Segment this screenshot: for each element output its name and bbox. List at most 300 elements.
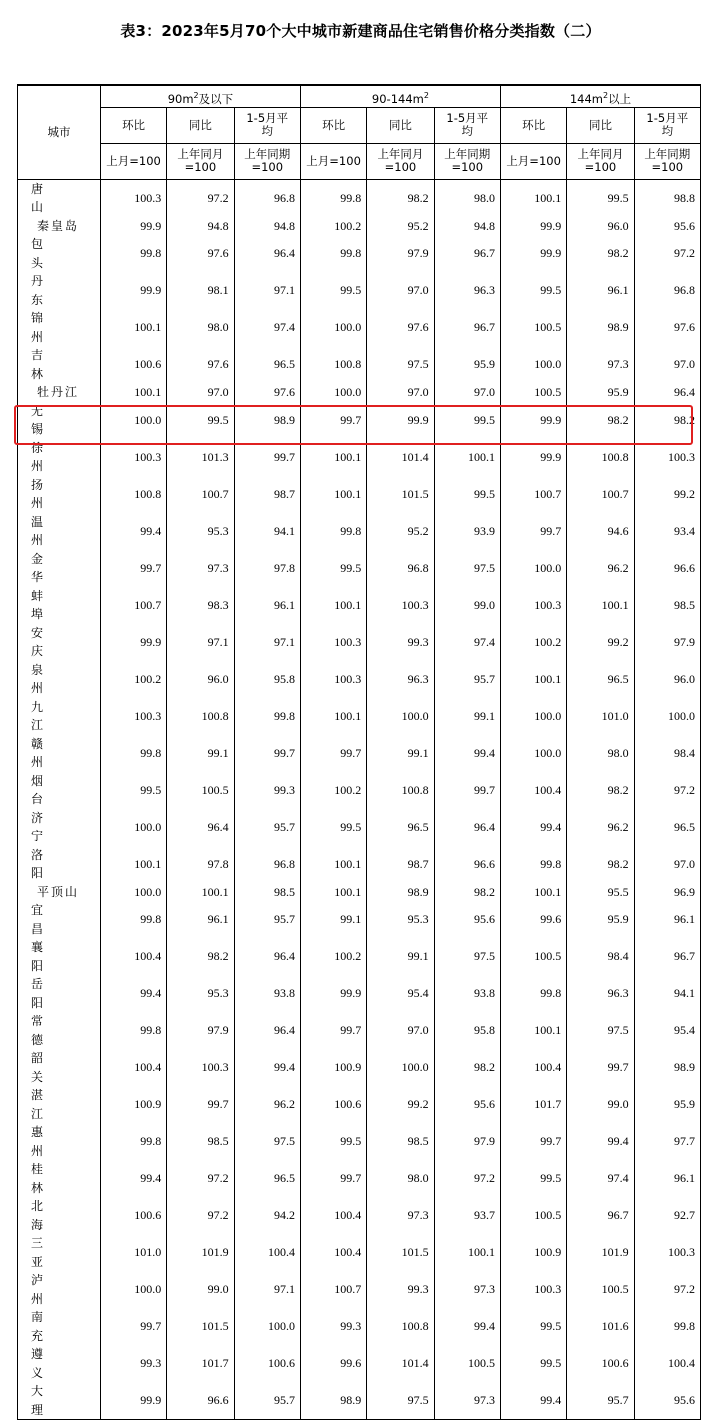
index-value: 93.7	[434, 1197, 500, 1234]
index-value: 99.0	[567, 1086, 634, 1123]
index-value: 100.7	[567, 476, 634, 513]
table-row	[18, 809, 701, 846]
city-name: 金华	[18, 550, 101, 587]
index-value: 100.7	[167, 476, 234, 513]
index-value: 99.4	[434, 735, 500, 772]
index-value: 94.1	[234, 513, 300, 550]
index-value: 97.0	[367, 383, 434, 402]
index-value: 97.4	[567, 1160, 634, 1197]
index-value: 100.8	[167, 698, 234, 735]
index-value: 97.0	[367, 272, 434, 309]
index-value: 100.0	[100, 1271, 166, 1308]
index-value: 98.7	[234, 476, 300, 513]
table-row	[18, 846, 701, 883]
index-value: 100.5	[434, 1345, 500, 1382]
city-name: 安庆	[18, 624, 101, 661]
index-value: 97.1	[234, 1271, 300, 1308]
index-value: 98.4	[634, 735, 700, 772]
index-value: 100.1	[500, 661, 566, 698]
index-value: 99.7	[234, 439, 300, 476]
index-value: 100.6	[100, 346, 166, 383]
index-value: 97.1	[167, 624, 234, 661]
index-value: 99.3	[234, 772, 300, 809]
index-value: 96.2	[567, 550, 634, 587]
index-value: 98.3	[167, 587, 234, 624]
index-value: 99.1	[167, 735, 234, 772]
index-value: 100.5	[500, 938, 566, 975]
index-value: 95.3	[367, 901, 434, 938]
table-row	[18, 309, 701, 346]
index-value: 96.4	[167, 809, 234, 846]
city-name: 秦皇岛	[18, 217, 101, 236]
index-value: 96.1	[167, 901, 234, 938]
table-row	[18, 1086, 701, 1123]
index-value: 96.1	[634, 1160, 700, 1197]
index-value: 96.4	[234, 938, 300, 975]
city-name: 牡丹江	[18, 383, 101, 402]
index-value: 94.8	[234, 217, 300, 236]
table-row	[18, 1197, 701, 1234]
group-label: 90-144m	[371, 91, 424, 106]
index-value: 98.0	[434, 179, 500, 217]
index-value: 96.4	[634, 383, 700, 402]
index-value: 100.9	[500, 1234, 566, 1271]
index-value: 97.3	[367, 1197, 434, 1234]
index-value: 96.0	[567, 217, 634, 236]
index-value: 97.7	[634, 1123, 700, 1160]
index-value: 99.8	[100, 235, 166, 272]
index-value: 99.8	[500, 846, 566, 883]
index-value: 100.5	[500, 1197, 566, 1234]
index-value: 99.6	[500, 901, 566, 938]
index-value: 96.1	[634, 901, 700, 938]
index-value: 99.5	[500, 1345, 566, 1382]
index-value: 101.3	[167, 439, 234, 476]
index-value: 96.3	[367, 661, 434, 698]
index-value: 100.3	[367, 587, 434, 624]
city-name: 宜昌	[18, 901, 101, 938]
city-name: 韶关	[18, 1049, 101, 1086]
index-value: 98.5	[234, 883, 300, 902]
index-value: 101.7	[167, 1345, 234, 1382]
table-row	[18, 624, 701, 661]
index-value: 96.3	[434, 272, 500, 309]
index-value: 100.2	[300, 217, 366, 236]
metric-header: 1-5月平均	[434, 107, 500, 143]
index-value: 96.6	[167, 1382, 234, 1420]
index-value: 95.7	[567, 1382, 634, 1420]
index-value: 96.9	[634, 883, 700, 902]
index-value: 97.9	[167, 1012, 234, 1049]
index-value: 100.3	[100, 179, 166, 217]
index-value: 100.1	[500, 1012, 566, 1049]
group-superscript: 2	[193, 90, 199, 100]
index-value: 95.3	[167, 513, 234, 550]
index-value: 97.3	[567, 346, 634, 383]
index-value: 100.1	[434, 439, 500, 476]
index-value: 99.9	[100, 217, 166, 236]
index-value: 98.2	[434, 1049, 500, 1086]
index-value: 97.2	[167, 1197, 234, 1234]
index-value: 99.6	[300, 1345, 366, 1382]
index-value: 101.9	[167, 1234, 234, 1271]
base-header: 上月=100	[500, 143, 566, 179]
city-name: 岳阳	[18, 975, 101, 1012]
table-row	[18, 901, 701, 938]
index-value: 99.9	[100, 624, 166, 661]
index-value: 94.2	[234, 1197, 300, 1234]
index-value: 100.0	[300, 383, 366, 402]
index-value: 100.3	[500, 1271, 566, 1308]
index-value: 100.8	[100, 476, 166, 513]
index-value: 98.5	[367, 1123, 434, 1160]
table-row	[18, 698, 701, 735]
table-row	[18, 587, 701, 624]
index-value: 93.8	[434, 975, 500, 1012]
table-row	[18, 217, 701, 236]
index-value: 99.5	[500, 272, 566, 309]
index-value: 96.1	[234, 587, 300, 624]
index-value: 97.2	[634, 235, 700, 272]
index-value: 99.0	[434, 587, 500, 624]
index-value: 99.2	[634, 476, 700, 513]
index-value: 101.0	[567, 698, 634, 735]
index-value: 97.3	[434, 1382, 500, 1420]
index-value: 100.8	[367, 772, 434, 809]
index-value: 100.0	[100, 809, 166, 846]
index-value: 99.4	[434, 1308, 500, 1345]
area-group-header	[100, 85, 300, 107]
index-value: 100.8	[367, 1308, 434, 1345]
index-value: 100.4	[634, 1345, 700, 1382]
index-value: 97.1	[234, 272, 300, 309]
index-value: 99.4	[567, 1123, 634, 1160]
index-value: 97.4	[434, 624, 500, 661]
index-value: 100.4	[300, 1234, 366, 1271]
index-value: 99.8	[634, 1308, 700, 1345]
group-superscript: 2	[423, 90, 429, 100]
index-value: 95.7	[234, 809, 300, 846]
index-value: 95.6	[634, 217, 700, 236]
index-value: 96.1	[567, 272, 634, 309]
index-value: 99.5	[300, 272, 366, 309]
index-value: 99.2	[567, 624, 634, 661]
index-value: 97.2	[634, 1271, 700, 1308]
index-value: 99.7	[500, 513, 566, 550]
city-name: 无锡	[18, 402, 101, 439]
index-value: 99.5	[434, 402, 500, 439]
index-value: 97.6	[634, 309, 700, 346]
city-name: 吉林	[18, 346, 101, 383]
index-value: 95.7	[434, 661, 500, 698]
index-value: 97.0	[634, 846, 700, 883]
table-row	[18, 1123, 701, 1160]
index-value: 100.6	[234, 1345, 300, 1382]
table-row	[18, 1308, 701, 1345]
index-value: 95.4	[367, 975, 434, 1012]
index-value: 100.1	[500, 179, 566, 217]
index-value: 100.3	[300, 661, 366, 698]
index-value: 98.2	[567, 402, 634, 439]
index-value: 100.4	[100, 1049, 166, 1086]
metric-header: 同比	[567, 107, 634, 143]
table-row	[18, 346, 701, 383]
index-value: 95.3	[167, 975, 234, 1012]
index-value: 99.9	[500, 402, 566, 439]
table-row	[18, 513, 701, 550]
index-value: 98.0	[367, 1160, 434, 1197]
index-value: 100.1	[300, 698, 366, 735]
index-value: 100.1	[300, 476, 366, 513]
index-value: 96.2	[234, 1086, 300, 1123]
index-value: 99.3	[300, 1308, 366, 1345]
city-name: 大理	[18, 1382, 101, 1420]
index-value: 94.8	[167, 217, 234, 236]
index-value: 99.1	[367, 938, 434, 975]
index-value: 100.3	[100, 698, 166, 735]
index-value: 97.0	[167, 383, 234, 402]
index-value: 99.9	[500, 217, 566, 236]
index-value: 100.2	[300, 772, 366, 809]
index-value: 100.0	[100, 402, 166, 439]
city-name: 唐山	[18, 179, 101, 217]
index-value: 100.5	[500, 309, 566, 346]
index-value: 99.5	[567, 179, 634, 217]
index-value: 101.4	[367, 1345, 434, 1382]
index-value: 99.5	[300, 809, 366, 846]
metric-header: 1-5月平均	[634, 107, 700, 143]
index-value: 98.5	[167, 1123, 234, 1160]
index-value: 95.5	[567, 883, 634, 902]
index-value: 99.7	[100, 1308, 166, 1345]
index-value: 99.8	[500, 975, 566, 1012]
index-value: 99.9	[100, 272, 166, 309]
base-header: 上年同期=100	[234, 143, 300, 179]
table-row	[18, 772, 701, 809]
table-row	[18, 1271, 701, 1308]
index-value: 94.8	[434, 217, 500, 236]
index-value: 98.9	[567, 309, 634, 346]
index-value: 95.6	[434, 901, 500, 938]
index-value: 100.3	[300, 624, 366, 661]
index-value: 98.1	[167, 272, 234, 309]
index-value: 99.7	[167, 1086, 234, 1123]
index-value: 100.3	[634, 439, 700, 476]
index-value: 99.7	[434, 772, 500, 809]
table-row	[18, 550, 701, 587]
index-value: 99.8	[300, 179, 366, 217]
index-value: 95.2	[367, 217, 434, 236]
index-value: 93.9	[434, 513, 500, 550]
index-value: 100.5	[167, 772, 234, 809]
index-value: 94.6	[567, 513, 634, 550]
highlight-box	[14, 405, 693, 445]
index-value: 100.8	[567, 439, 634, 476]
metric-header: 环比	[500, 107, 566, 143]
city-name: 丹东	[18, 272, 101, 309]
index-value: 99.8	[300, 513, 366, 550]
index-value: 100.6	[100, 1197, 166, 1234]
index-value: 97.2	[434, 1160, 500, 1197]
base-header: 上年同月=100	[567, 143, 634, 179]
index-value: 100.4	[100, 938, 166, 975]
index-value: 97.9	[434, 1123, 500, 1160]
index-value: 99.8	[100, 1012, 166, 1049]
index-value: 95.8	[234, 661, 300, 698]
index-value: 100.0	[500, 698, 566, 735]
index-value: 101.5	[367, 476, 434, 513]
index-value: 97.3	[167, 550, 234, 587]
city-name: 北海	[18, 1197, 101, 1234]
index-value: 101.4	[367, 439, 434, 476]
group-label: 90m	[167, 91, 194, 106]
index-value: 99.9	[500, 235, 566, 272]
index-value: 98.0	[167, 309, 234, 346]
index-value: 97.6	[367, 309, 434, 346]
index-value: 100.4	[500, 772, 566, 809]
city-name: 九江	[18, 698, 101, 735]
index-value: 100.1	[100, 383, 166, 402]
index-value: 96.7	[434, 235, 500, 272]
area-group-header	[300, 85, 500, 107]
metric-header: 1-5月平均	[234, 107, 300, 143]
group-superscript: 2	[603, 90, 609, 100]
index-value: 96.5	[234, 1160, 300, 1197]
index-value: 100.1	[300, 439, 366, 476]
index-value: 99.9	[500, 439, 566, 476]
index-value: 97.0	[434, 383, 500, 402]
index-value: 97.2	[634, 772, 700, 809]
index-value: 99.3	[100, 1345, 166, 1382]
index-value: 95.9	[567, 901, 634, 938]
city-name: 常德	[18, 1012, 101, 1049]
index-value: 100.6	[567, 1345, 634, 1382]
city-name: 济宁	[18, 809, 101, 846]
index-value: 99.5	[300, 1123, 366, 1160]
index-value: 99.5	[300, 550, 366, 587]
index-value: 99.3	[367, 624, 434, 661]
table-row	[18, 1049, 701, 1086]
index-value: 97.1	[234, 624, 300, 661]
index-value: 99.4	[500, 1382, 566, 1420]
index-value: 96.6	[434, 846, 500, 883]
index-value: 100.1	[100, 846, 166, 883]
index-value: 100.4	[500, 1049, 566, 1086]
index-value: 96.0	[634, 661, 700, 698]
group-label-suffix: 及以下	[198, 91, 234, 106]
index-value: 101.6	[567, 1308, 634, 1345]
index-value: 95.2	[367, 513, 434, 550]
metric-header: 环比	[300, 107, 366, 143]
index-value: 100.1	[300, 846, 366, 883]
index-value: 96.3	[567, 975, 634, 1012]
index-value: 101.5	[367, 1234, 434, 1271]
index-value: 97.6	[234, 383, 300, 402]
index-value: 96.4	[234, 235, 300, 272]
city-column-header: 城市	[18, 85, 101, 179]
index-value: 99.7	[300, 735, 366, 772]
index-value: 99.7	[100, 550, 166, 587]
index-value: 100.0	[367, 1049, 434, 1086]
index-value: 97.5	[567, 1012, 634, 1049]
index-value: 100.1	[500, 883, 566, 902]
index-value: 99.0	[167, 1271, 234, 1308]
table-row	[18, 1234, 701, 1271]
index-value: 98.2	[634, 402, 700, 439]
index-value: 99.8	[100, 735, 166, 772]
city-name: 洛阳	[18, 846, 101, 883]
city-name: 南充	[18, 1308, 101, 1345]
table-row	[18, 1345, 701, 1382]
index-value: 96.4	[234, 1012, 300, 1049]
index-value: 99.9	[100, 1382, 166, 1420]
table-row	[18, 735, 701, 772]
index-value: 96.6	[634, 550, 700, 587]
index-value: 98.2	[567, 772, 634, 809]
index-value: 100.7	[500, 476, 566, 513]
index-value: 92.7	[634, 1197, 700, 1234]
city-name: 泉州	[18, 661, 101, 698]
price-index-table	[17, 84, 701, 1420]
index-value: 99.4	[100, 513, 166, 550]
index-value: 99.9	[300, 975, 366, 1012]
index-value: 95.6	[434, 1086, 500, 1123]
index-value: 101.0	[100, 1234, 166, 1271]
index-value: 100.6	[300, 1086, 366, 1123]
index-value: 96.7	[567, 1197, 634, 1234]
index-value: 100.3	[100, 439, 166, 476]
index-value: 99.5	[434, 476, 500, 513]
index-value: 100.0	[300, 309, 366, 346]
city-name: 泸州	[18, 1271, 101, 1308]
table-row	[18, 975, 701, 1012]
index-value: 100.7	[300, 1271, 366, 1308]
index-value: 97.5	[434, 550, 500, 587]
index-value: 100.0	[500, 735, 566, 772]
index-value: 95.9	[634, 1086, 700, 1123]
table-row	[18, 272, 701, 309]
index-value: 98.9	[300, 1382, 366, 1420]
index-value: 99.2	[367, 1086, 434, 1123]
index-value: 96.2	[567, 809, 634, 846]
index-value: 98.2	[434, 883, 500, 902]
city-name: 桂林	[18, 1160, 101, 1197]
index-value: 100.3	[500, 587, 566, 624]
index-value: 96.7	[434, 309, 500, 346]
index-value: 95.7	[234, 901, 300, 938]
index-value: 99.7	[500, 1123, 566, 1160]
index-value: 97.0	[367, 1012, 434, 1049]
city-name: 襄阳	[18, 938, 101, 975]
index-value: 100.5	[567, 1271, 634, 1308]
city-name: 扬州	[18, 476, 101, 513]
metric-header: 同比	[367, 107, 434, 143]
index-value: 100.1	[567, 587, 634, 624]
index-value: 100.3	[167, 1049, 234, 1086]
index-value: 97.2	[167, 179, 234, 217]
index-value: 99.9	[367, 402, 434, 439]
index-value: 98.2	[367, 179, 434, 217]
index-value: 100.9	[100, 1086, 166, 1123]
index-value: 100.7	[100, 587, 166, 624]
city-name: 惠州	[18, 1123, 101, 1160]
index-value: 94.1	[634, 975, 700, 1012]
index-value: 99.8	[100, 1123, 166, 1160]
index-value: 100.0	[500, 346, 566, 383]
city-name: 烟台	[18, 772, 101, 809]
city-name: 赣州	[18, 735, 101, 772]
index-value: 98.2	[567, 846, 634, 883]
